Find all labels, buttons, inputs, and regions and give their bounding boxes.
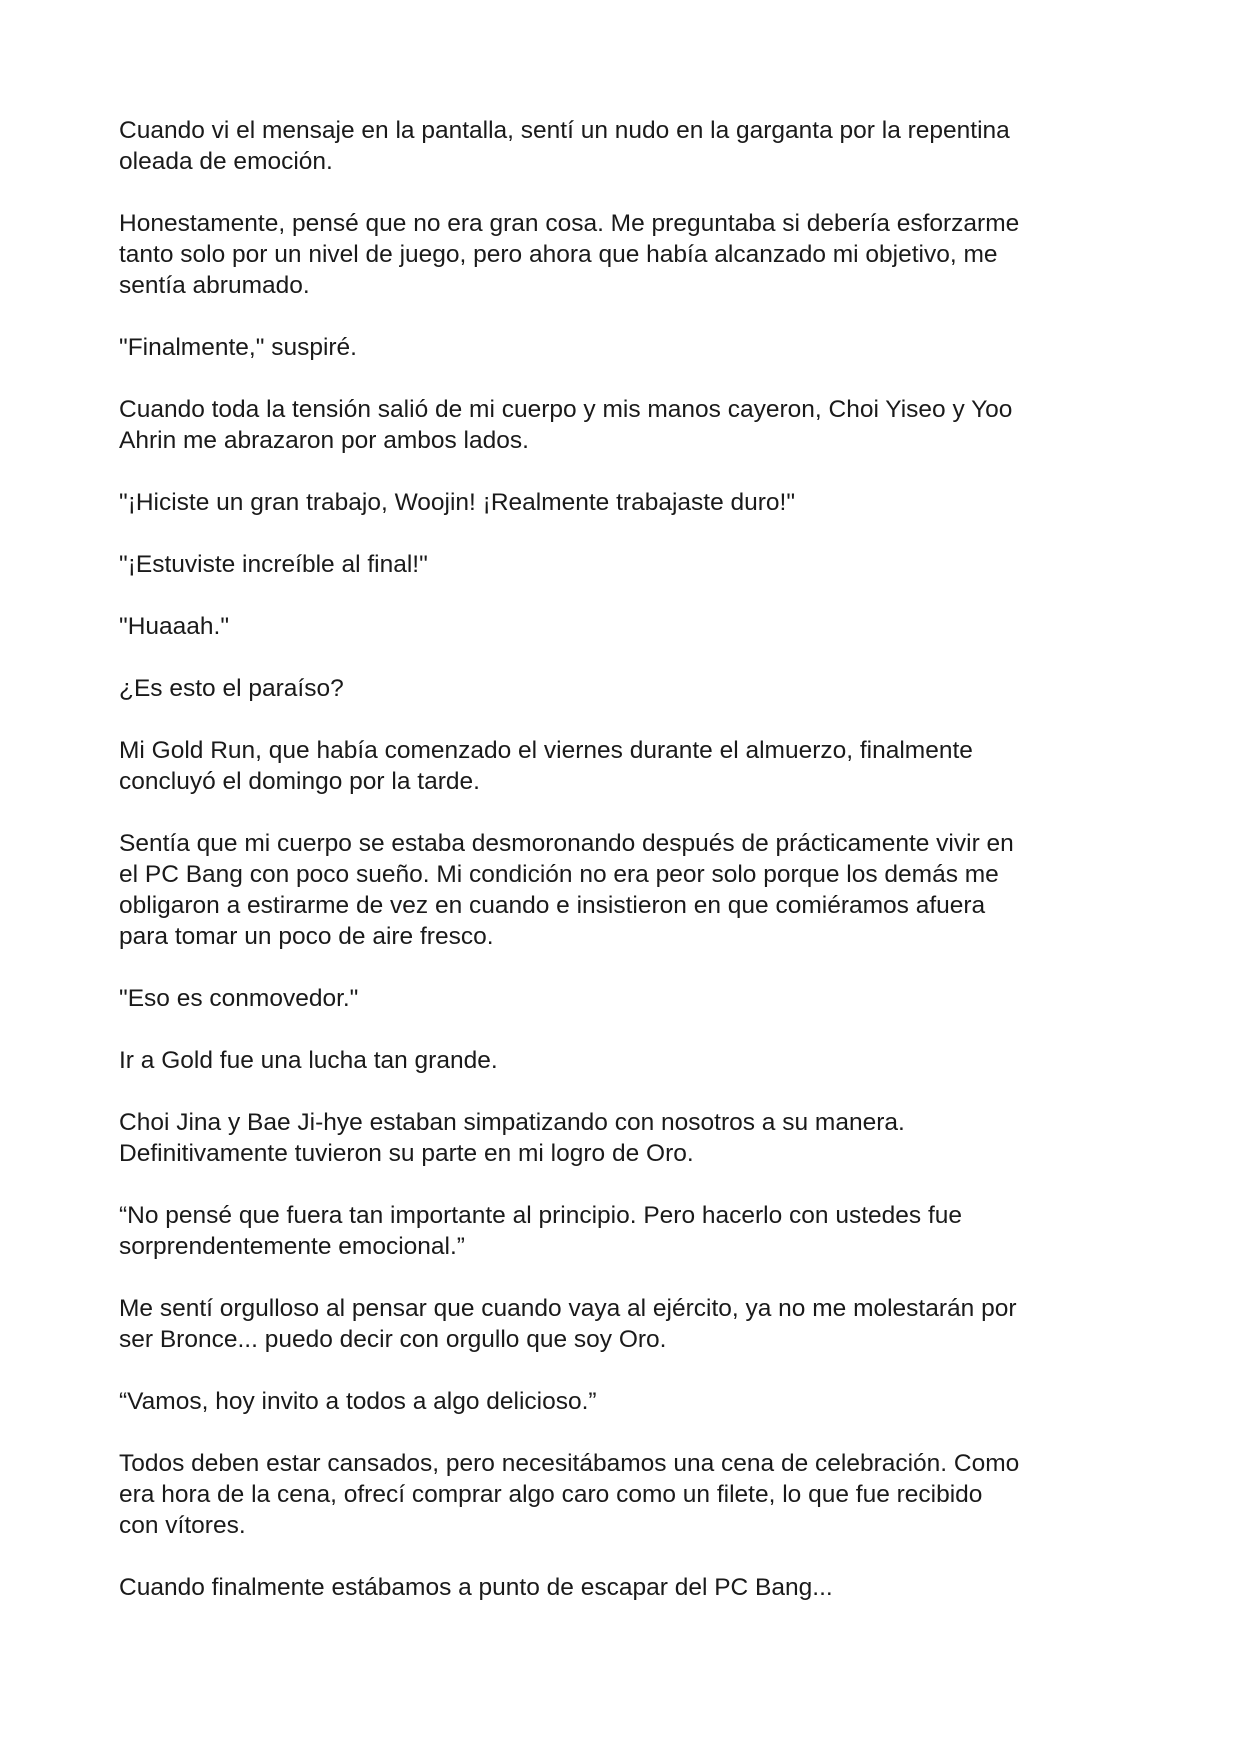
paragraph: Choi Jina y Bae Ji-hye estaban simpatizando con nosotros a su manera. Definitivamente tuvieron su parte en mi logro de Oro. bbox=[119, 1109, 905, 1167]
document-body bbox=[119, 115, 1129, 1603]
paragraph: “No pensé que fuera tan importante al principio. Pero hacerlo con ustedes fue sorprendentemente emocional.” bbox=[119, 1202, 963, 1260]
paragraph: Sentía que mi cuerpo se estaba desmoronando después de prácticamente vivir en el PC Bang con poco sueño. Mi condición no era peor solo porque los demás me obligaron a estirarme de vez en cuando e insistieron en que comiéramos afuera para tomar un poco de aire fresco. bbox=[119, 830, 1014, 950]
paragraph: Cuando vi el mensaje en la pantalla, sentí un nudo en la garganta por la repentina oleada de emoción. bbox=[119, 117, 1010, 175]
paragraph: Cuando toda la tensión salió de mi cuerpo y mis manos cayeron, Choi Yiseo y Yoo Ahrin me abrazaron por ambos lados. bbox=[119, 396, 1013, 454]
paragraph: "Finalmente," suspiré. bbox=[119, 334, 357, 361]
paragraph: "Eso es conmovedor." bbox=[119, 985, 359, 1012]
paragraph: Mi Gold Run, que había comenzado el viernes durante el almuerzo, finalmente concluyó el domingo por la tarde. bbox=[119, 737, 973, 795]
paragraph: Cuando finalmente estábamos a punto de escapar del PC Bang... bbox=[119, 1574, 833, 1601]
paragraph: "Huaaah." bbox=[119, 613, 230, 640]
paragraph: Ir a Gold fue una lucha tan grande. bbox=[119, 1047, 498, 1074]
paragraph: Me sentí orgulloso al pensar que cuando vaya al ejército, ya no me molestarán por ser Bronce... puedo decir con orgullo que soy Oro. bbox=[119, 1295, 1017, 1353]
paragraph: “Vamos, hoy invito a todos a algo delicioso.” bbox=[119, 1388, 597, 1415]
paragraph: Todos deben estar cansados, pero necesitábamos una cena de celebración. Como era hora de la cena, ofrecí comprar algo caro como un filete, lo que fue recibido con vítores. bbox=[119, 1450, 1020, 1539]
paragraph: Honestamente, pensé que no era gran cosa. Me preguntaba si debería esforzarme tanto solo por un nivel de juego, pero ahora que había alcanzado mi objetivo, me sentía abrumado. bbox=[119, 210, 1020, 299]
paragraph: "¡Hiciste un gran trabajo, Woojin! ¡Realmente trabajaste duro!" bbox=[119, 489, 796, 516]
paragraph: "¡Estuviste increíble al final!" bbox=[119, 551, 428, 578]
paragraph: ¿Es esto el paraíso? bbox=[119, 675, 344, 702]
